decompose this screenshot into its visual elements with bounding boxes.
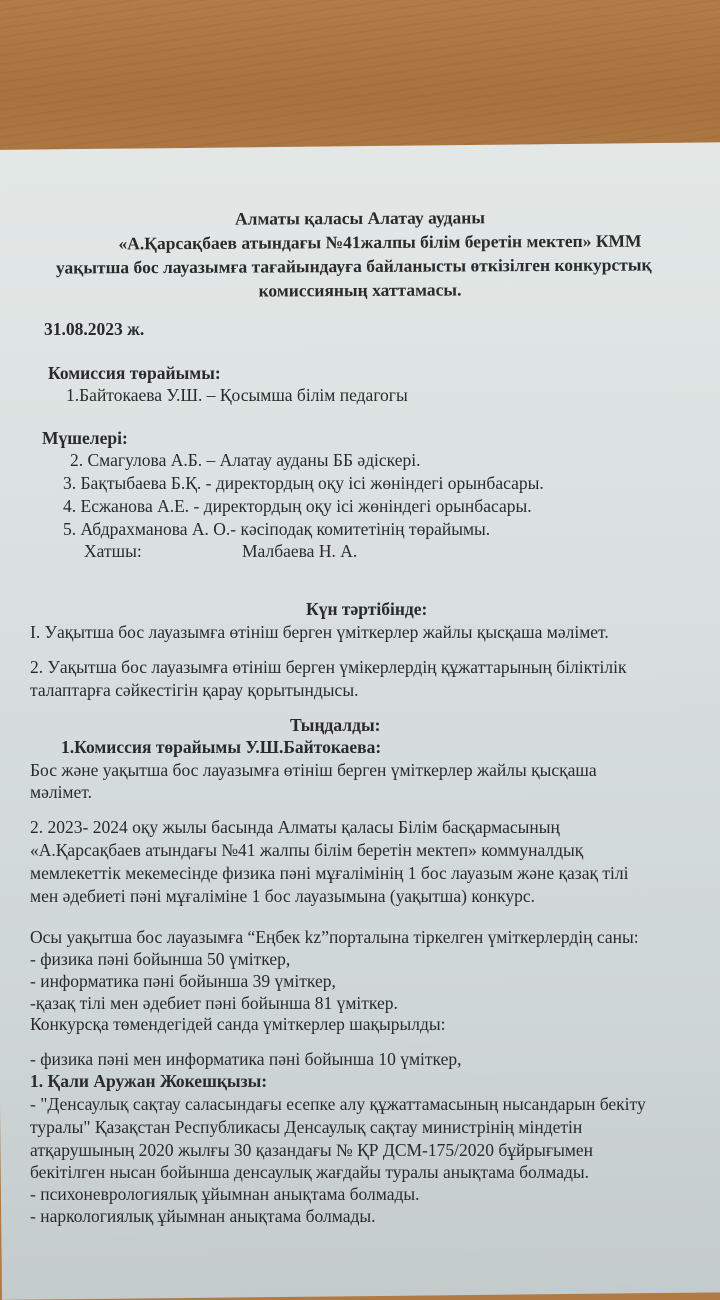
paragraph-2-line: 2. 2023- 2024 оқу жылы басында Алматы қаласы Білім басқармасының <box>30 817 560 837</box>
heard-text-line-1: Бос және уақытша бос лауазымға өтініш берген үміткерлер жайлы қысқаша <box>30 760 597 780</box>
members-heading: Мүшелері: <box>42 428 128 448</box>
invited-candidates: - физика пәні мен информатика пәні бойынша 10 үміткер, <box>30 1049 462 1069</box>
agenda-item-1: I. Уақытша бос лауазымға өтініш берген үміткерлер жайлы қысқаша мәлімет. <box>30 622 609 642</box>
chair-heading: Комиссия төрайымы: <box>48 363 221 383</box>
secretary-label: Хатшы: <box>84 541 142 561</box>
paragraph-3-line: -қазақ тілі мен әдебиет пәні бойынша 81 үміткер. <box>30 993 398 1013</box>
document-date: 31.08.2023 ж. <box>44 319 145 339</box>
chair-entry: 1.Байтокаева У.Ш. – Қосымша білім педагогы <box>66 385 408 405</box>
header-line-1: Алматы қаласы Алатау ауданы <box>234 207 486 229</box>
agenda-heading: Күн тәртібінде: <box>306 599 428 619</box>
paragraph-2-line: «А.Қарсақбаев атындағы №41 жалпы білім беретін мектеп» коммуналдық <box>30 840 584 860</box>
heard-heading: Тыңдалды: <box>290 715 381 735</box>
heard-text-line-2: мәлімет. <box>30 782 92 802</box>
candidate-note: - психоневрологиялық ұйымнан анықтама болмады. <box>30 1184 420 1204</box>
paragraph-3-line: - информатика пәні бойынша 39 үміткер, <box>30 971 336 991</box>
candidate-note: туралы" Қазақстан Республикасы Денсаулық сақтау министрінің міндетін <box>30 1117 583 1137</box>
member-entry: 5. Абдрахманова А. О.- кәсіподақ комитетінің төрайымы. <box>63 519 491 539</box>
header-line-4: комиссияның хаттамасы. <box>258 279 462 301</box>
member-entry: 4. Есжанова А.Е. - директордың оқу ісі жөніндегі орынбасары. <box>63 496 532 516</box>
paragraph-3-line: Осы уақытша бос лауазымға “Еңбек kz”порталына тіркелген үміткерлердің саны: <box>30 927 639 947</box>
member-entry: 3. Бақтыбаева Б.Қ. - директордың оқу ісі жөніндегі орынбасары. <box>63 473 544 493</box>
candidate-note: бекітілген нысан бойынша денсаулық жағдайы туралы анықтама болмады. <box>30 1162 590 1182</box>
agenda-item-2-line-1: 2. Уақытша бос лауазымға өтініш берген үмікерлердің құжаттарының біліктілік <box>30 657 627 677</box>
paragraph-2-line: мен әдебиеті пәні мұғаліміне 1 бос лауазымына (уақытша) конкурс. <box>30 886 535 906</box>
candidate-note: - "Денсаулық сақтау саласындағы есепке алу құжаттамасының нысандарын бекіту <box>30 1094 646 1114</box>
header-line-3: уақытша бос лауазымға тағайындауға байланысты өткізілген конкурстық <box>55 254 652 278</box>
candidate-note: - наркологиялық ұйымнан анықтама болмады. <box>30 1206 376 1226</box>
paragraph-3-line: Конкурсқа төмендегідей санда үміткерлер шақырылды: <box>30 1014 446 1034</box>
secretary-name: Малбаева Н. А. <box>242 541 358 561</box>
member-entry: 2. Смагулова А.Б. – Алатау ауданы ББ әдіскері. <box>70 450 421 470</box>
candidate-heading: 1. Қали Аружан Жокешқызы: <box>30 1071 268 1091</box>
paragraph-2-line: мемлекеттік мекемесінде физика пәні мұғалімінің 1 бос лауазым және қазақ тілі <box>30 863 629 883</box>
heard-speaker: 1.Комиссия төрайымы У.Ш.Байтокаева: <box>61 737 382 757</box>
candidate-note: атқарушының 2020 жылғы 30 қазандағы № ҚР ДСМ-175/2020 бұйрығымен <box>30 1140 594 1160</box>
paragraph-3-line: - физика пәні бойынша 50 үміткер, <box>30 949 291 969</box>
agenda-item-2-line-2: талаптарға сәйкестігін қарау қорытындысы. <box>30 680 359 700</box>
header-line-2: «А.Қарсақбаев атындағы №41жалпы білім беретін мектеп» КММ <box>118 230 642 254</box>
